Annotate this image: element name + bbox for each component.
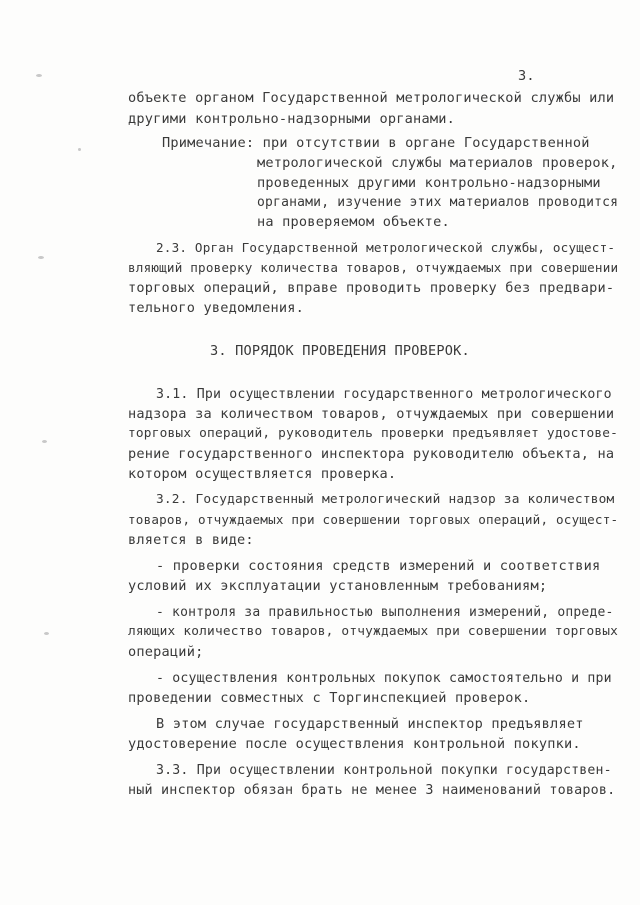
note-line: метрологической службы материалов проверок, [257, 155, 618, 171]
text-line: объекте органом Государственной метрологической службы или [128, 90, 615, 106]
scan-speck [78, 148, 81, 151]
scan-speck [38, 256, 44, 259]
text-line: удостоверение после осуществления контрольной покупки. [128, 736, 581, 752]
scan-speck [44, 632, 49, 635]
section-heading: 3. ПОРЯДОК ПРОВЕДЕНИЯ ПРОВЕРОК. [210, 343, 470, 359]
list-item: - контроля за правильностью выполнения измерений, опреде- [156, 605, 614, 620]
note-line: на проверяемом объекте. [257, 214, 450, 230]
text-line: ляющих количество товаров, отчуждаемых при совершении торговых [128, 624, 619, 639]
text-line: ный инспектор обязан брать не менее 3 наименований товаров. [128, 783, 616, 798]
page-number: 3. [518, 68, 535, 84]
text-line: товаров, отчуждаемых при совершении торговых операций, осущест- [128, 512, 619, 527]
text-line: операций; [128, 644, 204, 660]
text-line: 3.1. При осуществлении государственного метрологического [156, 387, 612, 402]
note-line: Примечание: при отсутствии в органе Государственной [162, 135, 590, 151]
text-line: вляющий проверку количества товаров, отчуждаемых при совершении [128, 260, 619, 275]
text-line: 3.2. Государственный метрологический надзор за количеством [156, 492, 615, 507]
text-line: 2.3. Орган Государственной метрологической службы, осущест- [156, 240, 616, 255]
text-line: вляется в виде: [128, 532, 254, 548]
text-line: другими контрольно-надзорными органами. [128, 111, 455, 127]
text-line: 3.3. При осуществлении контрольной покупки государствен- [156, 763, 612, 778]
text-line: надзора за количеством товаров, отчуждаемых при совершении [128, 406, 615, 422]
scan-speck [36, 74, 42, 77]
text-line: тельного уведомления. [128, 300, 305, 316]
list-item: - осуществления контрольных покупок самостоятельно и при [156, 671, 612, 686]
scan-speck [42, 440, 47, 443]
text-line: торговых операций, руководитель проверки предъявляет удостове- [128, 426, 619, 441]
note-line: органами, изучение этих материалов проводится [257, 195, 619, 210]
text-line: проведении совместных с Торгинспекцией проверок. [128, 690, 531, 706]
text-line: В этом случае государственный инспектор предъявляет [156, 716, 584, 732]
note-line: проведенных другими контрольно-надзорными [257, 175, 601, 191]
text-line: условий их эксплуатации установленным требованиям; [128, 578, 548, 594]
text-line: рение государственного инспектора руководителю объекта, на [128, 446, 615, 462]
text-line: котором осуществляется проверка. [128, 466, 397, 482]
text-line: торговых операций, вправе проводить проверку без предвари- [128, 280, 615, 296]
list-item: - проверки состояния средств измерений и соответствия [156, 558, 601, 574]
